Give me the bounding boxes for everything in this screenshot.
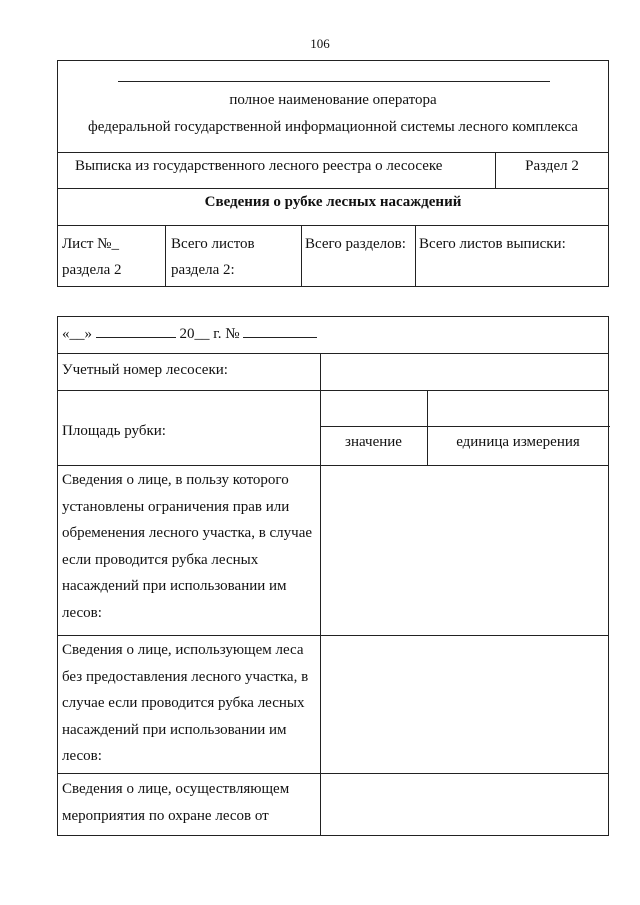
operator-caption-line2: федеральной государственной информационной системы лесного комплекса (88, 119, 578, 135)
date-number-line (62, 321, 317, 348)
total-sheets-section-line2: раздела 2: (171, 262, 235, 278)
total-sheets-section-cell (171, 231, 255, 283)
divider (165, 225, 166, 287)
area-value-label: значение (345, 434, 402, 450)
text-line: лесов: (62, 748, 102, 764)
sheet-number-line2: раздела 2 (62, 262, 122, 278)
divider (58, 465, 608, 466)
text-line: мероприятия по охране лесов от (62, 807, 269, 824)
text-line: Сведения о лице, использующем леса (62, 642, 304, 658)
account-number-label: Учетный номер лесосеки: (62, 362, 228, 378)
total-sections-cell: Всего разделов: (305, 236, 406, 252)
area-unit-label: единица измерения (456, 434, 580, 450)
total-sheets-extract-cell: Всего листов выписки: (419, 236, 566, 252)
text-line: насаждений при использовании им (62, 578, 287, 594)
operator-name-line (118, 81, 550, 82)
divider (58, 152, 608, 153)
extract-title: Выписка из государственного лесного реестра о лесосеке (75, 158, 443, 174)
person-without-plot-label (62, 637, 308, 770)
divider (320, 426, 610, 427)
text-line: случае если проводится рубка лесных (62, 695, 305, 711)
divider (58, 773, 608, 774)
divider (58, 390, 608, 391)
sheet-number-line1: Лист №_ (62, 236, 119, 252)
cutting-info-table (57, 316, 609, 836)
person-protection-label (62, 776, 289, 829)
divider (301, 225, 302, 287)
text-line: обременения лесного участка, в случае (62, 525, 313, 541)
document-number-blank (243, 337, 317, 338)
text-line: установлены ограничения прав или (62, 498, 290, 515)
date-year-number: 20__ г. № (179, 326, 240, 342)
operator-caption-line1: полное наименование оператора (229, 92, 437, 108)
divider (58, 188, 608, 189)
sheet-number-cell (62, 231, 122, 283)
total-sheets-section-line1: Всего листов (171, 236, 255, 252)
page-number: 106 (310, 36, 330, 51)
text-line: насаждений при использовании им (62, 721, 287, 738)
area-label: Площадь рубки: (62, 423, 166, 439)
text-line: Сведения о лице, в пользу которого (62, 472, 289, 488)
extract-header-table (57, 60, 609, 287)
info-title: Сведения о рубке лесных насаждений (204, 194, 462, 210)
divider (58, 635, 608, 636)
divider (320, 353, 321, 836)
person-restrictions-label (62, 467, 312, 626)
text-line: лесов: (62, 604, 102, 621)
date-month-blank (96, 337, 176, 338)
text-line: без предоставления лесного участка, в (62, 668, 309, 685)
divider (415, 225, 416, 287)
section-label: Раздел 2 (525, 158, 579, 174)
text-line: Сведения о лице, осуществляющем (62, 781, 290, 797)
date-day: «__» (62, 326, 92, 342)
divider (58, 225, 608, 226)
text-line: если проводится рубка лесных (62, 551, 259, 568)
divider (58, 353, 608, 354)
